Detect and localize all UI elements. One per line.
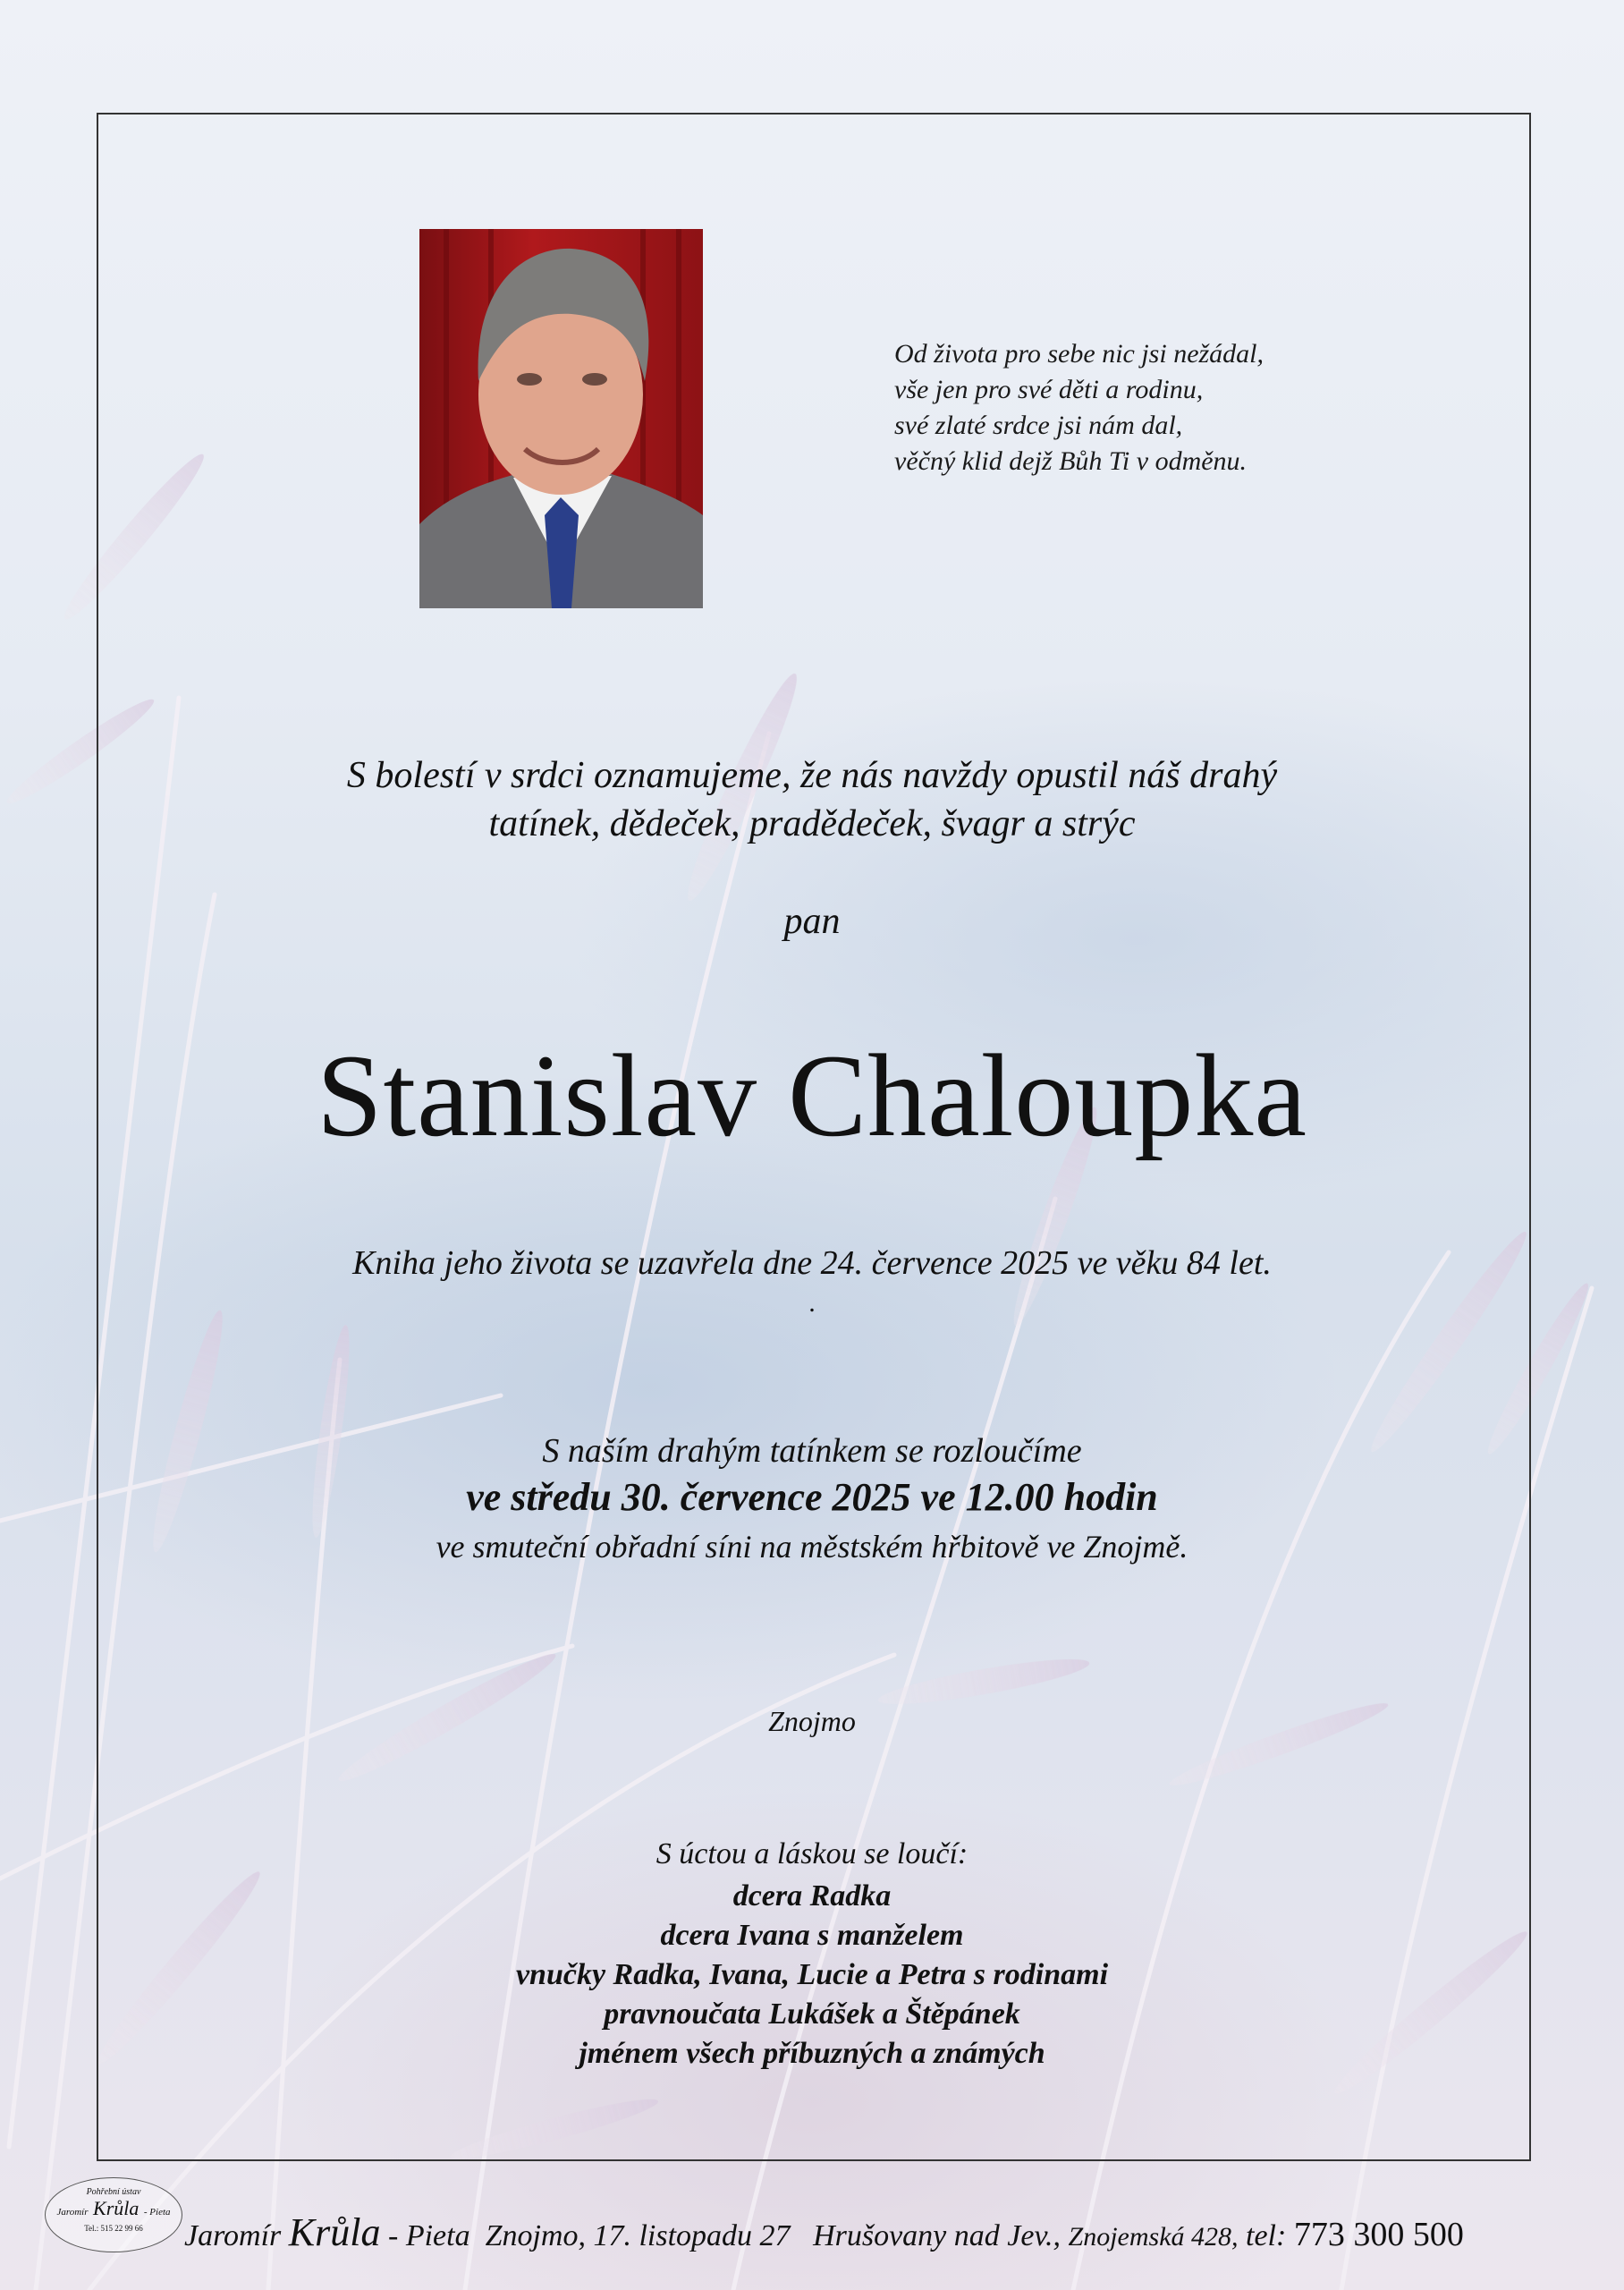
- footer-owner: Jaromír: [184, 2219, 282, 2252]
- mourner-item: pravnoučata Lukášek a Štěpánek: [604, 1997, 1020, 2031]
- mourner-item: dcera Ivana s manželem: [660, 1919, 964, 1952]
- poem-line: věčný klid dejž Bůh Ti v odměnu.: [894, 446, 1248, 476]
- deceased-name: Stanislav Chaloupka: [317, 1030, 1307, 1161]
- mourner-item: dcera Radka: [732, 1879, 892, 1913]
- footer-address-znojmo: Znojmo, 17. listopadu 27: [485, 2219, 791, 2252]
- funeral-home-logo: [45, 2177, 182, 2252]
- footer-street: Znojemská 428,: [1068, 2222, 1239, 2252]
- poem-line: vše jen pro své děti a rodinu,: [894, 375, 1204, 404]
- life-statement: Kniha jeho života se uzavřela dne 24. července 2025 ve věku 84 let.: [352, 1244, 1272, 1282]
- portrait-photo: [419, 229, 703, 608]
- footer-tel-label: tel:: [1246, 2219, 1287, 2252]
- ceremony-datetime: ve středu 30. července 2025 ve 12.00 hodin: [466, 1475, 1158, 1519]
- logo-brand-line: [46, 2197, 182, 2224]
- intro-line: S bolestí v srdci oznamujeme, že nás navždy opustil náš drahý: [346, 755, 1278, 796]
- logo-phone: Tel.: 515 22 99 66: [84, 2224, 143, 2233]
- footer-firm: - Pieta: [388, 2219, 470, 2252]
- poem-line: své zlaté srdce jsi nám dal,: [894, 411, 1183, 440]
- footer-address-hrusovany: Hrušovany nad Jev.,: [813, 2219, 1062, 2252]
- logo-brand: Krůla: [93, 2197, 140, 2219]
- memorial-poem: [894, 336, 1395, 479]
- footer-contact: [184, 2209, 1606, 2255]
- poem-line: Od života pro sebe nic jsi nežádal,: [894, 339, 1265, 369]
- mourners-list: [0, 1877, 1624, 2074]
- announcement-intro: [0, 751, 1624, 848]
- footer-brand: Krůla: [288, 2210, 381, 2254]
- logo-firm: - Pieta: [143, 2207, 171, 2218]
- place-name: Znojmo: [768, 1705, 856, 1737]
- intro-line: tatínek, dědeček, pradědeček, švagr a strýc: [488, 803, 1136, 844]
- mourner-item: jménem všech příbuzných a známých: [579, 2037, 1045, 2070]
- logo-owner: Jaromír: [56, 2207, 89, 2218]
- ceremony-intro: S naším drahým tatínkem se rozloučíme: [542, 1432, 1082, 1470]
- ceremony-location: ve smuteční obřadní síni na městském hřbitově ve Znojmě.: [436, 1529, 1188, 1565]
- life-dot: .: [808, 1288, 816, 1318]
- logo-top-text: Pohřební ústav: [86, 2187, 141, 2197]
- mourners-heading: S úctou a láskou se loučí:: [656, 1837, 968, 1870]
- footer-tel-number: 773 300 500: [1293, 2216, 1464, 2253]
- mourner-item: vnučky Radka, Ivana, Lucie a Petra s rodinami: [515, 1958, 1109, 1991]
- honorific: pan: [783, 901, 841, 942]
